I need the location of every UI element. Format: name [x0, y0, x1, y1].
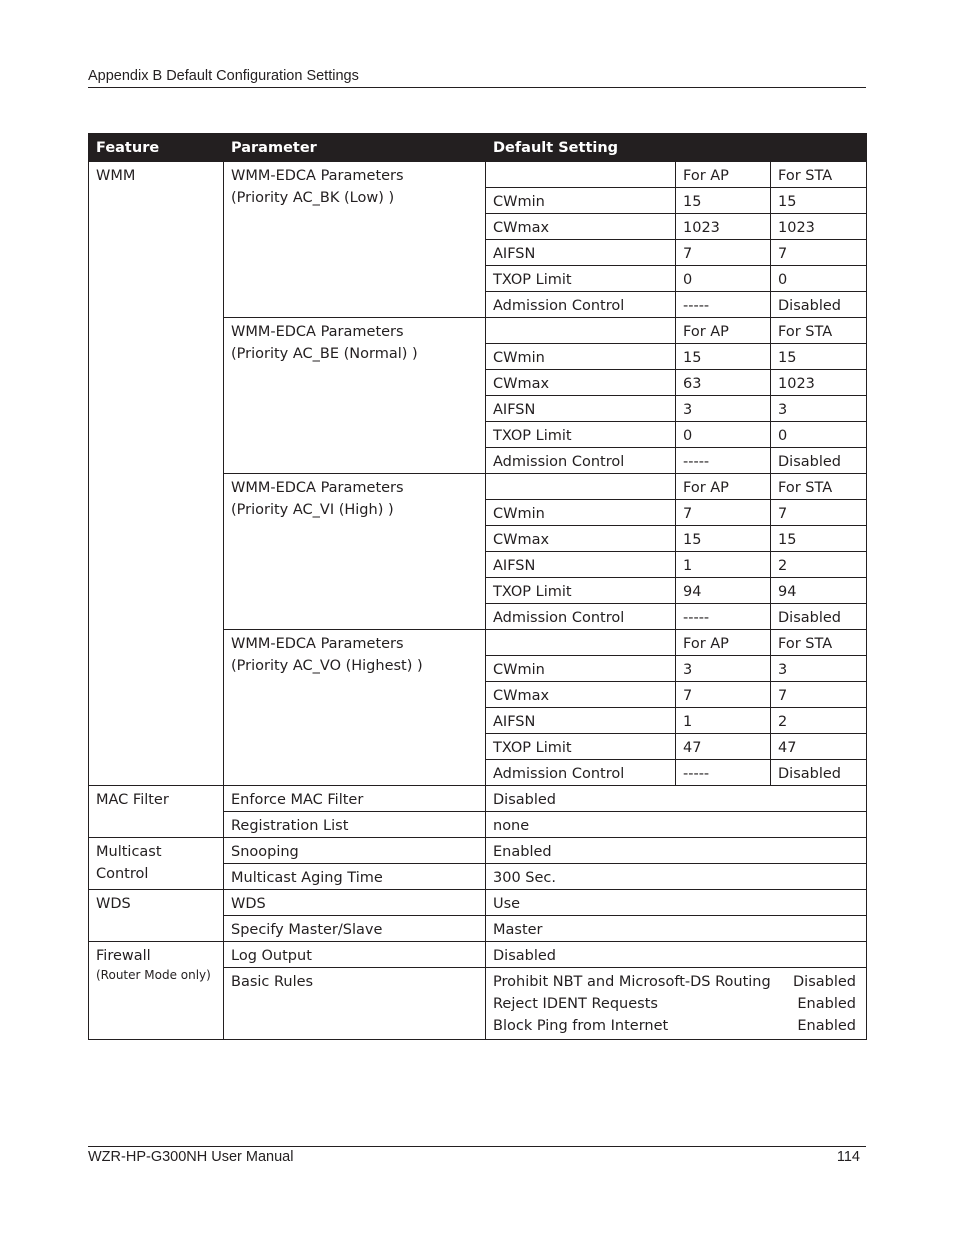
value-ap: 3	[676, 396, 771, 422]
value-sta: 7	[771, 240, 867, 266]
footer-divider	[88, 1146, 866, 1147]
setting-name: AIFSN	[486, 552, 676, 578]
value-ap: 47	[676, 734, 771, 760]
setting-name: CWmax	[486, 214, 676, 240]
value-sta: Disabled	[771, 448, 867, 474]
parameter-cell: Log Output	[224, 942, 486, 968]
parameter-priority: (Priority AC_VO (Highest) )	[231, 658, 423, 674]
rule-line	[493, 971, 856, 993]
setting-name: CWmax	[486, 682, 676, 708]
value-sta: 3	[771, 656, 867, 682]
value-cell: Master	[486, 916, 867, 942]
value-ap: 1	[676, 552, 771, 578]
value-sta: 0	[771, 422, 867, 448]
value-sta: 7	[771, 500, 867, 526]
rule-line	[493, 1015, 856, 1037]
setting-name: TXOP Limit	[486, 578, 676, 604]
feature-cell	[89, 942, 224, 1040]
column-label-sta: For STA	[771, 318, 867, 344]
column-label-sta: For STA	[771, 162, 867, 188]
value-ap: 3	[676, 656, 771, 682]
value-cell: Enabled	[486, 838, 867, 864]
value-sta: 1023	[771, 370, 867, 396]
parameter-cell: Specify Master/Slave	[224, 916, 486, 942]
value-ap: -----	[676, 292, 771, 318]
value-ap: -----	[676, 760, 771, 786]
column-label-ap: For AP	[676, 318, 771, 344]
feature-line: Multicast	[96, 844, 162, 860]
value-ap: 94	[676, 578, 771, 604]
setting-name: CWmax	[486, 370, 676, 396]
feature-note: (Router Mode only)	[96, 968, 211, 982]
rule-value: Disabled	[793, 974, 856, 990]
rule-value: Enabled	[797, 996, 856, 1012]
feature-cell: MAC Filter	[89, 786, 224, 838]
value-sta: 47	[771, 734, 867, 760]
value-ap: -----	[676, 604, 771, 630]
parameter-cell: WDS	[224, 890, 486, 916]
value-sta: 15	[771, 188, 867, 214]
header-default-setting: Default Setting	[486, 134, 867, 162]
table-row	[89, 838, 867, 864]
column-label-sta: For STA	[771, 630, 867, 656]
value-sta: 2	[771, 552, 867, 578]
setting-name: Admission Control	[486, 760, 676, 786]
empty-cell	[486, 474, 676, 500]
value-sta: 7	[771, 682, 867, 708]
value-ap: 0	[676, 266, 771, 292]
value-ap: 15	[676, 188, 771, 214]
empty-cell	[486, 630, 676, 656]
value-sta: 3	[771, 396, 867, 422]
rule-name: Reject IDENT Requests	[493, 996, 658, 1012]
footer-manual-title: WZR-HP-G300NH User Manual	[88, 1149, 294, 1165]
parameter-name: WMM-EDCA Parameters	[231, 168, 404, 184]
value-sta: 1023	[771, 214, 867, 240]
parameter-cell	[224, 630, 486, 786]
setting-name: AIFSN	[486, 708, 676, 734]
value-cell: Disabled	[486, 942, 867, 968]
parameter-priority: (Priority AC_BK (Low) )	[231, 190, 395, 206]
setting-name: TXOP Limit	[486, 422, 676, 448]
footer-page-number: 114	[836, 1149, 860, 1165]
value-ap: 0	[676, 422, 771, 448]
table-row	[89, 786, 867, 812]
setting-name: TXOP Limit	[486, 266, 676, 292]
table-row	[89, 942, 867, 968]
value-ap: 7	[676, 240, 771, 266]
value-sta: Disabled	[771, 760, 867, 786]
column-label-ap: For AP	[676, 162, 771, 188]
parameter-cell: Enforce MAC Filter	[224, 786, 486, 812]
parameter-name: WMM-EDCA Parameters	[231, 636, 404, 652]
value-sta: Disabled	[771, 604, 867, 630]
setting-name: AIFSN	[486, 240, 676, 266]
rule-name: Block Ping from Internet	[493, 1018, 669, 1034]
parameter-cell: Basic Rules	[224, 968, 486, 1040]
parameter-priority: (Priority AC_BE (Normal) )	[231, 346, 418, 362]
parameter-name: WMM-EDCA Parameters	[231, 480, 404, 496]
empty-cell	[486, 162, 676, 188]
header-divider	[88, 87, 866, 88]
feature-cell: WDS	[89, 890, 224, 942]
parameter-cell: Multicast Aging Time	[224, 864, 486, 890]
feature-cell: WMM	[89, 162, 224, 786]
value-ap: 7	[676, 500, 771, 526]
setting-name: Admission Control	[486, 604, 676, 630]
parameter-cell	[224, 474, 486, 630]
value-ap: 1	[676, 708, 771, 734]
table-body	[89, 162, 867, 1040]
basic-rules-cell	[486, 968, 867, 1040]
header-parameter: Parameter	[224, 134, 486, 162]
rule-value: Enabled	[797, 1018, 856, 1034]
parameter-cell	[224, 318, 486, 474]
feature-name: Firewall	[96, 948, 151, 964]
rule-name: Prohibit NBT and Microsoft-DS Routing	[493, 974, 771, 990]
parameter-priority: (Priority AC_VI (High) )	[231, 502, 394, 518]
value-cell: 300 Sec.	[486, 864, 867, 890]
value-ap: -----	[676, 448, 771, 474]
column-label-ap: For AP	[676, 474, 771, 500]
value-cell: none	[486, 812, 867, 838]
setting-name: Admission Control	[486, 292, 676, 318]
column-label-ap: For AP	[676, 630, 771, 656]
rule-line	[493, 993, 856, 1015]
value-ap: 15	[676, 526, 771, 552]
setting-name: CWmin	[486, 500, 676, 526]
setting-name: Admission Control	[486, 448, 676, 474]
empty-cell	[486, 318, 676, 344]
value-sta: 2	[771, 708, 867, 734]
value-sta: 94	[771, 578, 867, 604]
setting-name: CWmin	[486, 344, 676, 370]
table-row	[89, 162, 867, 188]
value-sta: 15	[771, 344, 867, 370]
default-settings-table	[88, 133, 867, 1040]
parameter-cell: Snooping	[224, 838, 486, 864]
column-label-sta: For STA	[771, 474, 867, 500]
value-sta: 0	[771, 266, 867, 292]
value-ap: 7	[676, 682, 771, 708]
setting-name: CWmax	[486, 526, 676, 552]
value-ap: 15	[676, 344, 771, 370]
value-ap: 1023	[676, 214, 771, 240]
value-sta: Disabled	[771, 292, 867, 318]
table-row	[89, 890, 867, 916]
parameter-name: WMM-EDCA Parameters	[231, 324, 404, 340]
value-sta: 15	[771, 526, 867, 552]
setting-name: CWmin	[486, 188, 676, 214]
table-header-row	[89, 134, 867, 162]
feature-line: Control	[96, 866, 149, 882]
setting-name: CWmin	[486, 656, 676, 682]
parameter-cell: Registration List	[224, 812, 486, 838]
value-cell: Use	[486, 890, 867, 916]
header-feature: Feature	[89, 134, 224, 162]
feature-cell	[89, 838, 224, 890]
value-ap: 63	[676, 370, 771, 396]
page-header: Appendix B Default Configuration Settings	[88, 68, 359, 84]
value-cell: Disabled	[486, 786, 867, 812]
parameter-cell	[224, 162, 486, 318]
setting-name: TXOP Limit	[486, 734, 676, 760]
setting-name: AIFSN	[486, 396, 676, 422]
